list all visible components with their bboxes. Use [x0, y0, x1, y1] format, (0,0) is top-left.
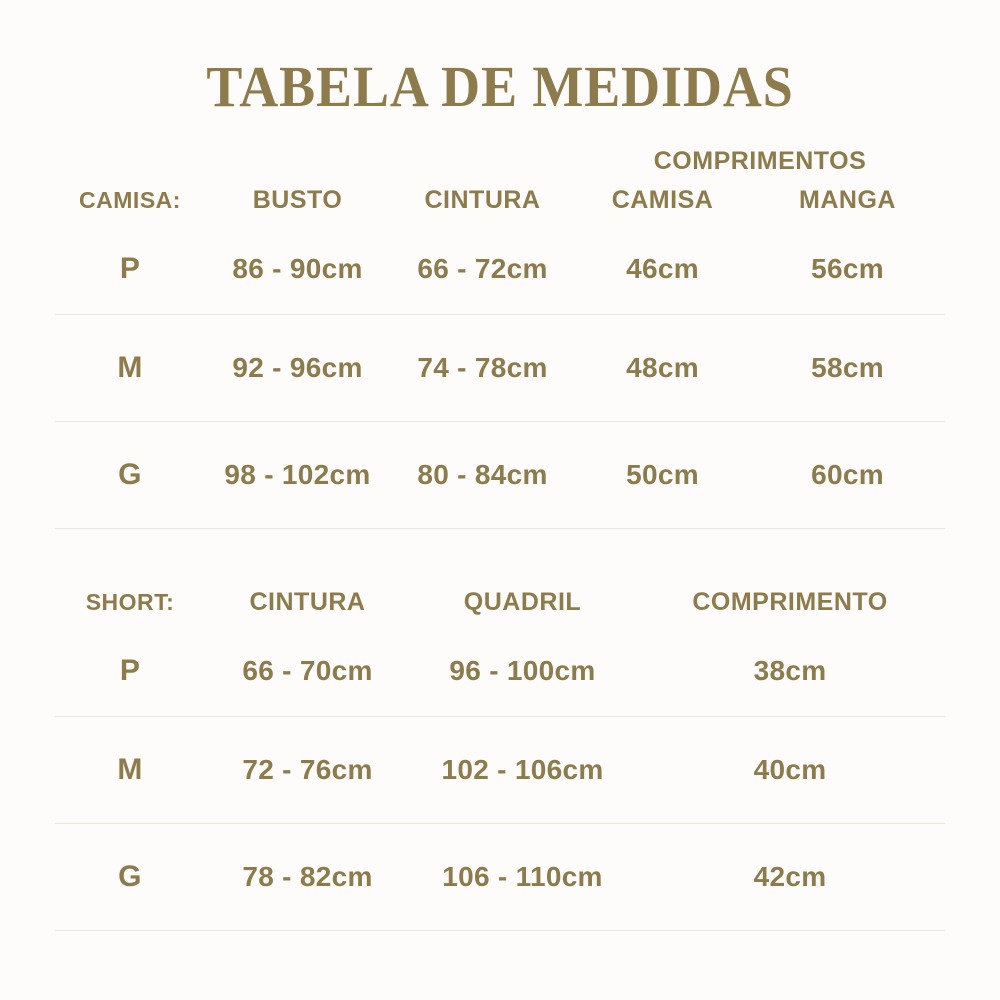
- shirt-p-manga: 56cm: [750, 224, 945, 315]
- shirt-header-row: [55, 179, 945, 224]
- shirt-g-cintura: 80 - 84cm: [390, 422, 575, 529]
- table-row: [55, 315, 945, 422]
- short-size-m: M: [55, 717, 205, 824]
- short-header-row: [55, 581, 945, 626]
- shirt-header-cintura: CINTURA: [424, 185, 541, 214]
- shirt-size-table: [55, 144, 945, 529]
- table-row: [55, 824, 945, 931]
- table-row: [55, 717, 945, 824]
- shirt-size-g: G: [55, 422, 205, 529]
- short-header-short: SHORT:: [85, 588, 175, 615]
- shirt-p-busto: 86 - 90cm: [205, 224, 390, 315]
- shirt-m-cintura: 74 - 78cm: [390, 315, 575, 422]
- short-g-cintura: 78 - 82cm: [205, 824, 410, 931]
- table-row: [55, 224, 945, 315]
- shirt-group-header-comprimentos: COMPRIMENTOS: [653, 146, 867, 175]
- page-title: TABELA DE MEDIDAS: [206, 54, 794, 119]
- spacer-cell: [205, 144, 390, 179]
- short-size-table: [55, 581, 945, 931]
- short-p-quadril: 96 - 100cm: [410, 626, 635, 717]
- table-row: [55, 626, 945, 717]
- shirt-header-busto: BUSTO: [252, 185, 343, 214]
- shirt-m-manga: 58cm: [750, 315, 945, 422]
- short-p-comprimento: 38cm: [635, 626, 945, 717]
- short-size-p: P: [55, 626, 205, 717]
- shirt-header-camisa: CAMISA:: [79, 186, 181, 213]
- short-size-g: G: [55, 824, 205, 931]
- short-p-cintura: 66 - 70cm: [205, 626, 410, 717]
- shirt-header-manga: MANGA: [799, 185, 896, 214]
- short-g-quadril: 106 - 110cm: [410, 824, 635, 931]
- shirt-m-camisa: 48cm: [575, 315, 750, 422]
- spacer-cell: [55, 144, 205, 179]
- shirt-size-p: P: [55, 224, 205, 315]
- shirt-p-cintura: 66 - 72cm: [390, 224, 575, 315]
- shirt-m-busto: 92 - 96cm: [205, 315, 390, 422]
- shirt-group-header-row: [55, 144, 945, 179]
- short-header-cintura: CINTURA: [249, 587, 366, 616]
- short-header-quadril: QUADRIL: [463, 587, 582, 616]
- shirt-size-m: M: [55, 315, 205, 422]
- short-m-comprimento: 40cm: [635, 717, 945, 824]
- short-m-cintura: 72 - 76cm: [205, 717, 410, 824]
- table-row: [55, 422, 945, 529]
- shirt-p-camisa: 46cm: [575, 224, 750, 315]
- spacer-cell: [390, 144, 575, 179]
- short-header-comprimento: COMPRIMENTO: [692, 587, 888, 616]
- short-g-comprimento: 42cm: [635, 824, 945, 931]
- shirt-g-manga: 60cm: [750, 422, 945, 529]
- shirt-header-camisa-comprimento: CAMISA: [611, 185, 714, 214]
- short-m-quadril: 102 - 106cm: [410, 717, 635, 824]
- shirt-g-camisa: 50cm: [575, 422, 750, 529]
- shirt-g-busto: 98 - 102cm: [205, 422, 390, 529]
